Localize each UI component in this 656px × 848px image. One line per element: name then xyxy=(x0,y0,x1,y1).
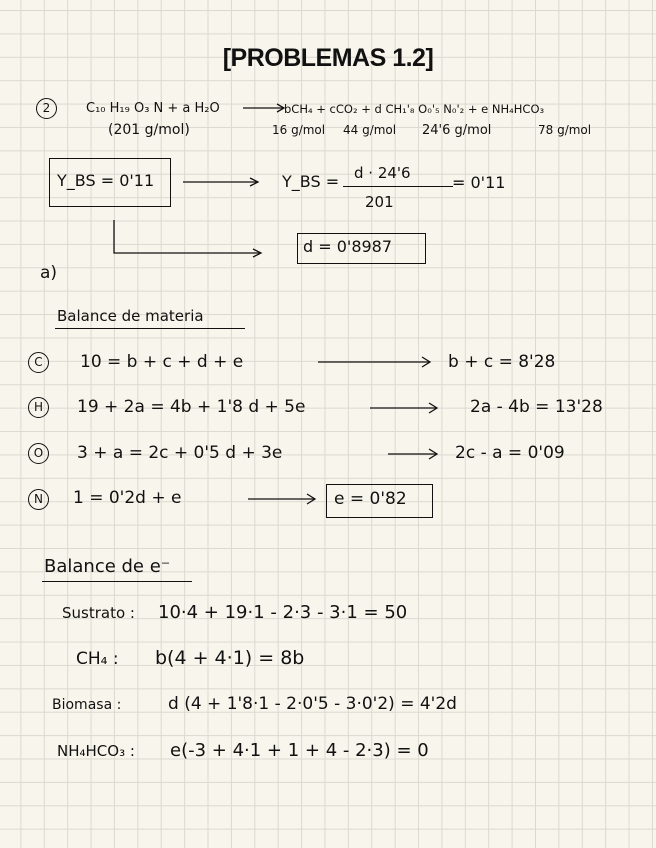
mass-balance-underline xyxy=(55,328,245,329)
nh4hco3-label: NH₄HCO₃ : xyxy=(57,742,135,760)
hydrogen-arrow xyxy=(370,402,440,414)
nh4hco3-molar-mass: 78 g/mol xyxy=(538,123,592,137)
substrate-molar-mass: (201 g/mol) xyxy=(108,122,190,138)
reaction-products: bCH₄ + cCO₂ + d CH₁'₈ O₀'₅ N₀'₂ + e NH₄HCO₃ xyxy=(284,102,545,116)
nitrogen-equation: 1 = 0'2d + e xyxy=(73,488,182,508)
nitrogen-badge: N xyxy=(28,489,49,510)
biomass-expression: d (4 + 1'8·1 - 2·0'5 - 3·0'2) = 4'2d xyxy=(168,694,457,714)
yield-arrow xyxy=(183,176,261,188)
ch4-molar-mass: 16 g/mol xyxy=(272,123,326,137)
nh4hco3-expression: e(-3 + 4·1 + 1 + 4 - 2·3) = 0 xyxy=(170,740,429,761)
carbon-result: b + c = 8'28 xyxy=(448,352,556,372)
electron-balance-heading: Balance de e⁻ xyxy=(44,556,171,577)
biomass-molar-mass: 24'6 g/mol xyxy=(422,123,492,138)
yield-lhs: Y_BS = xyxy=(282,172,340,191)
substrate-label: Sustrato : xyxy=(62,604,135,622)
co2-molar-mass: 44 g/mol xyxy=(343,123,397,137)
carbon-arrow xyxy=(318,356,433,368)
yield-result: d = 0'8987 xyxy=(303,237,393,256)
hydrogen-equation: 19 + 2a = 4b + 1'8 d + 5e xyxy=(77,397,306,417)
electron-balance-underline xyxy=(42,581,192,582)
reaction-arrow xyxy=(243,102,287,114)
reaction-reactants: C₁₀ H₁₉ O₃ N + a H₂O xyxy=(86,101,220,116)
nitrogen-arrow xyxy=(248,493,318,505)
result-arrow xyxy=(110,220,270,260)
substrate-expression: 10·4 + 19·1 - 2·3 - 3·1 = 50 xyxy=(158,602,408,623)
oxygen-badge: O xyxy=(28,443,49,464)
mass-balance-heading: Balance de materia xyxy=(57,307,204,325)
carbon-badge: C xyxy=(28,352,49,373)
part-a-label: a) xyxy=(40,263,58,283)
oxygen-equation: 3 + a = 2c + 0'5 d + 3e xyxy=(77,443,283,463)
biomass-label: Biomasa : xyxy=(52,697,122,713)
hydrogen-badge: H xyxy=(28,397,49,418)
problem-number-badge: 2 xyxy=(36,98,57,119)
yield-denominator: 201 xyxy=(365,193,394,211)
nitrogen-result: e = 0'82 xyxy=(334,489,407,509)
oxygen-arrow xyxy=(388,448,440,460)
carbon-equation: 10 = b + c + d + e xyxy=(80,352,244,372)
fraction-bar xyxy=(343,186,453,187)
page-title: [PROBLEMAS 1.2] xyxy=(222,44,434,72)
hydrogen-result: 2a - 4b = 13'28 xyxy=(470,397,603,417)
oxygen-result: 2c - a = 0'09 xyxy=(455,443,565,463)
yield-numerator: d · 24'6 xyxy=(354,164,411,182)
yield-rhs: = 0'11 xyxy=(452,173,506,192)
ch4-expression: b(4 + 4·1) = 8b xyxy=(155,647,305,669)
yield-given-value: Y_BS = 0'11 xyxy=(57,171,155,190)
ch4-label: CH₄ : xyxy=(76,649,119,669)
